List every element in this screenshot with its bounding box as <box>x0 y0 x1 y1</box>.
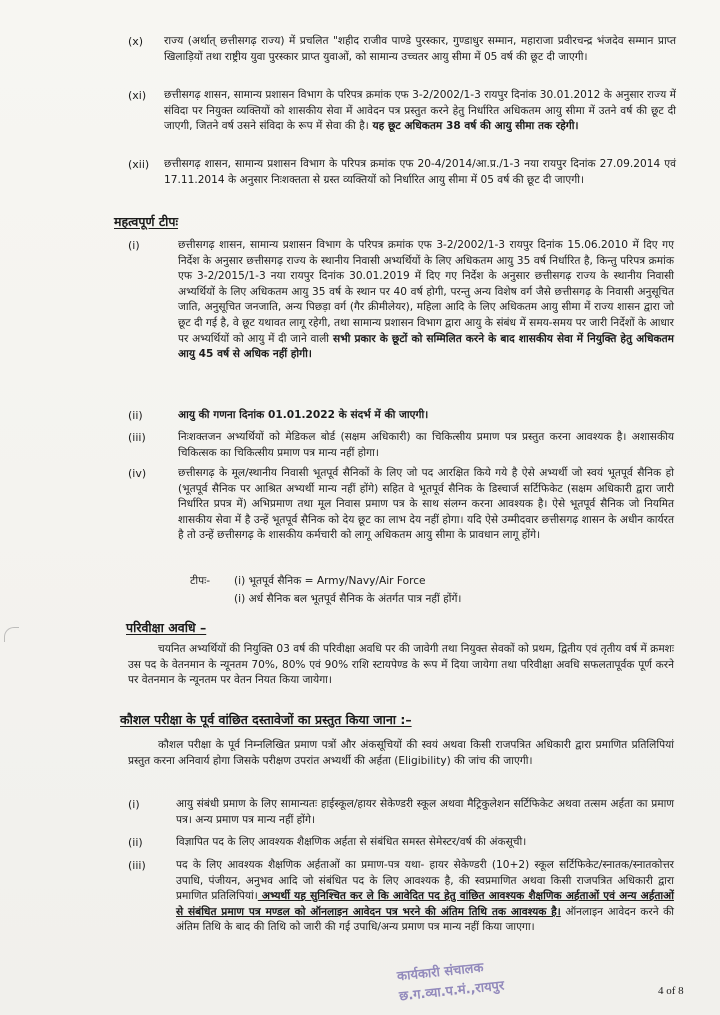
skill-item-iii <box>0 858 720 966</box>
item-number: (i) <box>128 798 140 811</box>
tip-item-i <box>0 238 720 400</box>
item-number: (i) <box>128 239 140 252</box>
item-number: (iii) <box>128 431 146 444</box>
item-text: निःशक्तजन अभ्यर्थियों को मेडिकल बोर्ड (सक्षम अधिकारी) का चिकित्सीय प्रमाण पत्र प्रस्तुत करना आवश्यक है। अशासकीय चिकित्सक का चिकित्सीय प्रमाण पत्र मान्य नहीं होगा। <box>178 431 674 459</box>
heading-probation: परिवीक्षा अवधि – <box>126 620 207 635</box>
list-item-xi <box>0 88 720 150</box>
skill-item-i <box>0 797 720 831</box>
item-number: (ii) <box>128 409 143 422</box>
tip-item-iii <box>0 430 720 464</box>
paragraph-text: चयनित अभ्यर्थियों की नियुक्ति 03 वर्ष की परिवीक्षा अवधि पर की जावेगी तथा नियुक्त सेवकों को प्रथम, द्वितीय एवं तृतीय वर्ष में क्रमशः उस पद के वेतनमान के न्यूनतम 70%, 80% एवं 90% राशि स्टायपेण्ड के रूप में दिया जायेगा तथा परिवीक्षा अवधि सफलतापूर्वक पूर्ण करने पर वेतनमान के न्यूनतम पर वेतन नियत किया जायेगा। <box>128 643 674 687</box>
item-number: (x) <box>128 35 144 48</box>
item-number: (iii) <box>128 859 146 872</box>
item-text: आयु संबंधी प्रमाण के लिए सामान्यतः हाईस्कूल/हायर सेकेण्डरी स्कूल अथवा मैट्रिकुलेशन सर्टिफिकेट अथवा तत्सम अर्हता का प्रमाण पत्र। अन्य प्रमाण पत्र मान्य नहीं होंगे। <box>176 798 674 826</box>
item-number: (ii) <box>128 836 143 849</box>
list-item-xii <box>0 157 720 205</box>
item-number: (iv) <box>128 467 147 480</box>
item-text: छत्तीसगढ़ शासन, सामान्य प्रशासन विभाग के परिपत्र क्रमांक एफ 3-2/2002/1-3 रायपुर दिनांक 30.01.2012 के अनुसार राज्य में संविदा पर नियुक्त व्यक्तियों को शासकीय सेवा में आवेदन पत्र प्रस्तुत करने हेतु निर्धारित अधिकतम आयु सीमा में उतने वर्ष की छूट दी जाएगी, जितने वर्ष उसने संविदा के रूप में सेवा की है। यह छूट अधिकतम 38 वर्ष की आयु सीमा तक रहेगी। <box>164 89 676 133</box>
heading-skill-test: कौशल परीक्षा के पूर्व वांछित दस्तावेजों का प्रस्तुत किया जाना :– <box>120 712 412 727</box>
heading-important-tips: महत्वपूर्ण टीपः <box>114 214 179 229</box>
probation-paragraph <box>0 642 720 706</box>
item-number: (xii) <box>128 158 150 171</box>
skill-item-ii <box>0 835 720 853</box>
tip-note-line-1: (i) भूतपूर्व सैनिक = Army/Navy/Air Force <box>234 575 426 587</box>
margin-mark <box>4 627 19 642</box>
item-text: छत्तीसगढ़ शासन, सामान्य प्रशासन विभाग के परिपत्र क्रमांक एफ 3-2/2002/1-3 रायपुर दिनांक 15.06.2010 में दिए गए निर्देश के अनुसार छत्तीसगढ़ राज्य के स्थानीय निवासी अभ्यर्थियों के लिए अधिकतम आयु 35 वर्ष निर्धारित है, किन्तु परिपत्र क्रमांक एफ 3-2/2015/1-3 नया रायपुर दिनांक 30.01.2019 में दिए गए निर्देश के अनुसार छत्तीसगढ़ राज्य के स्थानीय निवासी अभ्यर्थियों के लिए अधिकतम आयु 35 वर्ष के स्थान पर 40 वर्ष होगी, परन्तु अन्य विशेष वर्ग जैसे छत्तीसगढ़ के निवासी अनुसूचित जाति, अनुसूचित जनजाति, अन्य पिछड़ा वर्ग (गैर क्रीमीलेयर), महिला आदि के लिए अधिकतम आयु सीमा में राज्य शासन द्वारा जो छूट दी गई है, वे छूट यथावत लागू रहेगी, तथा सामान्य प्रशासन विभाग द्वारा आयु के संबंध में समय-समय पर जारी निर्देशों के आधार पर अभ्यर्थियों को आयु में दी जाने वाली सभी प्रकार के छूटों को सम्मिलित करने के बाद शासकीय सेवा में नियुक्ति हेतु अधिकतम आयु 45 वर्ष से अधिक नहीं होगी। <box>178 239 674 361</box>
tip-item-ii <box>0 408 720 426</box>
tip-note-label: टीपः- <box>190 575 211 587</box>
page-number: 4 of 8 <box>658 985 684 997</box>
item-text: विज्ञापित पद के लिए आवश्यक शैक्षणिक अर्हता से संबंधित समस्त सेमेस्टर/वर्ष की अंकसूची। <box>176 836 527 848</box>
item-text: आयु की गणना दिनांक 01.01.2022 के संदर्भ में की जाएगी। <box>178 409 429 421</box>
skill-intro-paragraph <box>0 738 720 788</box>
tip-note-line-2: (i) अर्ध सैनिक बल भूतपूर्व सैनिक के अंतर्गत पात्र नहीं होंगें। <box>234 593 462 605</box>
item-number: (xi) <box>128 89 147 102</box>
stamp-line-2: छ.ग.व्या.प.मं.,रायपुर <box>398 978 505 1005</box>
paragraph-text: कौशल परीक्षा के पूर्व निम्नलिखित प्रमाण पत्रों और अंकसूचियों की स्वयं अथवा किसी राजपत्रित अधिकारी द्वारा प्रमाणित प्रतिलिपियां प्रस्तुत करना अनिवार्य होगा जिसके परीक्षण उपरांत अभ्यर्थी की अर्हता (Eligibility) की जांच की जाएगी। <box>128 739 674 767</box>
list-item-x <box>0 34 720 82</box>
item-text: छत्तीसगढ़ के मूल/स्थानीय निवासी भूतपूर्व सैनिकों के लिए जो पद आरक्षित किये गये है ऐसे अभ्यर्थी जो स्वयं भूतपूर्व सैनिक हो (भूतपूर्व सैनिक पर आश्रित अभ्यर्थी मान्य नहीं होंगे) सहित वे भूतपूर्व सैनिक के डिस्चार्ज सर्टिफिकेट (सक्षम अधिकारी द्वारा जारी निर्धारित प्रपत्र में) अभिप्रमाण तथा मूल निवास प्रमाण पत्र के साथ संलग्न करना आवश्यक है। ऐसे भूतपूर्व सैनिक जो नियमित शासकीय सेवा में है उन्हें भूतपूर्व सैनिक को देय छूट का लाभ देय नहीं होगा। यदि ऐसे उम्मीदवार छत्तीसगढ़ शासन के अधीन कार्यरत है तो उन्हें छत्तीसगढ़ के शासकीय कर्मचारी को लागू अधिकतम आयु सीमा के प्रावधान लागू होंगे। <box>178 467 674 542</box>
item-text: छत्तीसगढ़ शासन, सामान्य प्रशासन विभाग के परिपत्र क्रमांक एफ 20-4/2014/आ.प्र./1-3 नया रायपुर दिनांक 27.09.2014 एवं 17.11.2014 के अनुसार निःशक्तता से ग्रस्त व्यक्तियों को निर्धारित आयु सीमा में 05 वर्ष की छूट दी जाएगी। <box>164 158 676 186</box>
stamp-line-1: कार्यकारी संचालक <box>396 960 485 985</box>
item-text: पद के लिए आवश्यक शैक्षणिक अर्हताओं का प्रमाण-पत्र यथा- हायर सेकेण्डरी (10+2) स्कूल सर्टिफिकेट/स्नातक/स्नातकोत्तर उपाधि, पंजीयन, अनुभव आदि जो संबंधित पद के लिए आवश्यक है, की स्वप्रमाणित अथवा किसी राजपत्रित अधिकारी द्वारा प्रमाणित प्रतिलिपियां। अभ्यर्थी यह सुनिश्चित कर ले कि आवेदित पद हेतु वांछित आवश्यक शैक्षणिक अर्हताओं एवं अन्य अर्हताओं से संबंधित प्रमाण पत्र मण्डल को ऑनलाइन आवेदन पत्र भरने की अंतिम तिथि तक आवश्यक है। ऑनलाइन आवेदन करने की अंतिम तिथि के बाद की तिथि को जारी की गई उपाधि/अन्य प्रमाण पत्र मान्य नहीं किया जाएगा। <box>176 859 674 934</box>
item-text: राज्य (अर्थात् छत्तीसगढ़ राज्य) में प्रचलित "शहीद राजीव पाण्डे पुरस्कार, गुण्डाधुर सम्मान, महाराजा प्रवीरचन्द्र भंजदेव सम्मान प्राप्त खिलाड़ियों तथा राष्ट्रीय युवा पुरस्कार प्राप्त युवाओं, को सामान्य उच्चतर आयु सीमा में 05 वर्ष की छूट दी जाएगी। <box>164 35 676 63</box>
tip-item-iv <box>0 466 720 574</box>
